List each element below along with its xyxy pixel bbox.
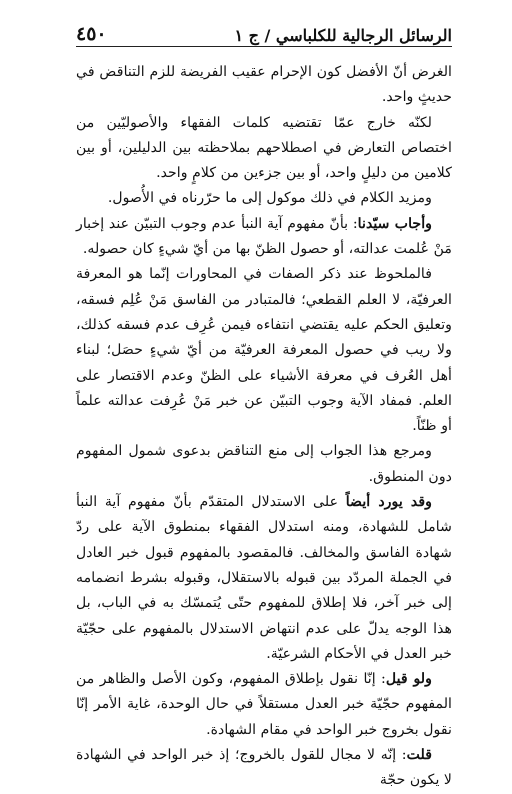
- paragraph: [76, 490, 452, 667]
- paragraph-text: فالملحوظ عند ذكر الصفات في المحاورات إنّما هو المعرفة العرفيّة، لا العلم القطعي؛ فالمتبادر من الفاسق مَنْ عُلِم فسقه، وتعليق الحكم عليه يقتضي انتفاءه فيمن عُرِف عدم فسقه كذلك، ولا ريب في حصول المعرفة العرفيّة من أيّ شيءٍ حصَل؛ لبناء أهل العُرف في معرفة الأشياء على الظنّ وعدم الاقتصار على العلم. فمفاد الآية وجوب التبيّن عن خبر مَنْ عُرِفت عدالته علماً أو ظنّاً.: [76, 266, 452, 435]
- paragraph-text: : بأنّ مفهوم آية النبأ عدم وجوب التبيّن عند إخبار مَنْ عُلمت عدالته، أو حصول الظنّ بها من أيّ شيءٍ كان حصوله.: [76, 215, 452, 258]
- paragraph: [76, 212, 452, 263]
- paragraph: [76, 60, 452, 111]
- paragraph-text: لكنّه خارج عمّا تقتضيه كلمات الفقهاء والأصوليّين من اختصاص التعارض في اصطلاحهم بملاحظته بين الدليلين، أو بين كلامين من دليلٍ واحد، أو بين جزءين من كلامٍ واحد.: [76, 114, 452, 182]
- paragraph: [76, 743, 452, 794]
- header-rule: [76, 46, 452, 47]
- paragraph-text: على الاستدلال المتقدّم بأنّ مفهوم آية النبأ شامل للشهادة، ومنه استدلال الفقهاء بمنطوق الآية على ردّ شهادة الفاسق والمخالف. فالمقصود بالمفهوم قبول خبر العادل في الجملة المردّد بين قبوله بالاستقلال، وقبوله بشرط انضمامه إلى خبر آخر، فلا إطلاق للمفهوم حتّى يُتمسّك به في الباب، بل هذا الوجه يدلّ على عدم انتهاض الاستدلال بالمفهوم على حجّيّة خبر العدل في الأحكام الشرعيّة.: [76, 494, 452, 662]
- paragraph-text: الغرض أنّ الأفضل كون الإحرام عقيب الفريضة للزم التناقض في حديثٍ واحد.: [76, 64, 452, 106]
- paragraph: [76, 262, 452, 439]
- page-number: ٤٥٠: [76, 23, 107, 45]
- paragraph: [76, 111, 452, 187]
- paragraph-text: ومرجع هذا الجواب إلى منع التناقض بدعوى شمول المفهوم دون المنطوق.: [76, 443, 452, 485]
- paragraph-lead: ولو قيل: [385, 671, 432, 688]
- page-header: [76, 18, 452, 44]
- paragraph: [76, 667, 452, 743]
- paragraph-text: : إنّا نقول بإطلاق المفهوم، وكون الأصل والظاهر من المفهوم حجّيّة خبر العدل مستقلاً في حال الوحدة، غاية الأمر إنّا نقول بخروج خبر الواحد في مقام الشهادة.: [76, 671, 452, 738]
- paragraph-text: : إنّه لا مجال للقول بالخروج؛ إذ خبر الواحد في الشهادة لا يكون حجّة: [76, 747, 452, 789]
- paragraph-text: ومزيد الكلام في ذلك موكول إلى ما حرّرناه في الأُصول.: [107, 190, 432, 207]
- running-title: الرسائل الرجالية للكلباسي / ج ١: [234, 26, 452, 45]
- paragraph-lead: قلت: [406, 747, 432, 764]
- paragraph-lead: وقد يورد أيضاً: [345, 494, 432, 511]
- paragraph: [76, 186, 452, 211]
- page-body: [76, 60, 452, 794]
- paragraph-lead: وأجاب سيّدنا: [357, 215, 432, 232]
- paragraph: [76, 439, 452, 490]
